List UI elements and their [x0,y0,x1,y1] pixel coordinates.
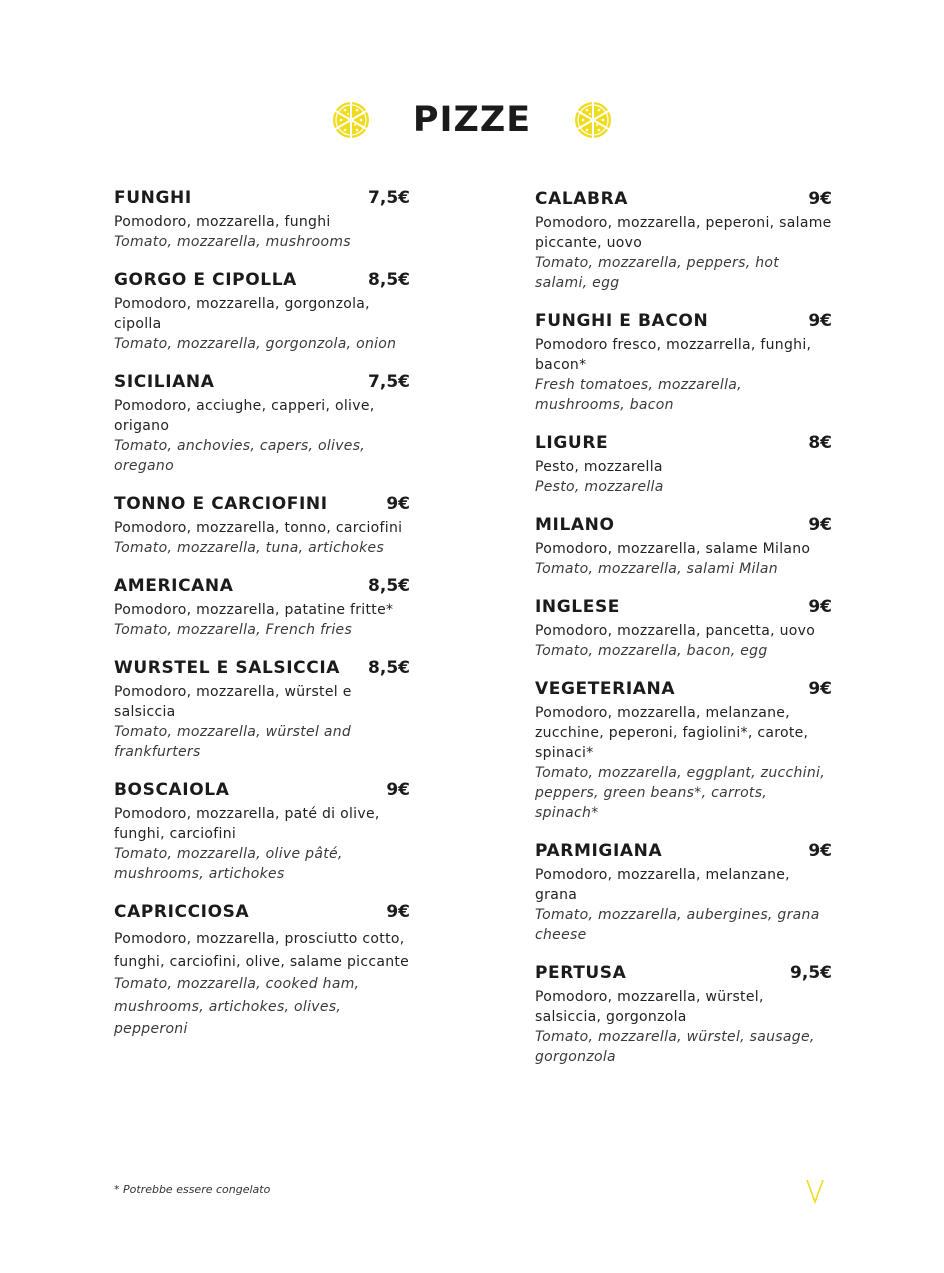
menu-item [114,494,410,558]
item-description-en: Tomato, mozzarella, French fries [114,622,353,638]
item-description-en: Tomato, mozzarella, gorgonzola, onion [114,336,397,352]
item-description-it: Pomodoro, mozzarella, tonno, carciofini [114,520,403,536]
item-description-it: Pomodoro, mozzarella, würstel, salsiccia, gorgonzola [535,989,764,1025]
menu-item [535,963,832,1067]
item-description-en: Tomato, mozzarella, eggplant, zucchini, peppers, green beans*, carrots, spinach* [535,765,825,821]
menu-item [114,780,410,884]
item-price: 7,5€ [368,188,410,208]
item-description-it: Pomodoro, acciughe, capperi, olive, origano [114,398,375,434]
pizza-icon [331,100,371,140]
item-description-en: Pesto, mozzarella [535,479,664,495]
pizza-icon [573,100,613,140]
item-description-en: Tomato, mozzarella, würstel, sausage, gorgonzola [535,1029,815,1065]
item-description-it: Pomodoro, mozzarella, melanzane, grana [535,867,790,903]
item-price: 9€ [386,494,410,514]
item-name: FUNGHI E BACON [535,311,709,331]
item-name: CAPRICCIOSA [114,902,250,922]
item-price: 9€ [386,780,410,800]
item-name: PARMIGIANA [535,841,663,861]
item-name: CALABRA [535,189,629,209]
menu-item [535,841,832,945]
item-description-it: Pomodoro, mozzarella, salame Milano [535,541,811,557]
item-name: PERTUSA [535,963,627,983]
menu-item [535,597,832,661]
menu-item [114,372,410,476]
item-price: 9€ [808,515,832,535]
item-name: GORGO E CIPOLLA [114,270,297,290]
item-name: FUNGHI [114,188,192,208]
item-price: 8,5€ [368,270,410,290]
menu-item [535,515,832,579]
item-description-it: Pomodoro, mozzarella, würstel e salsiccia [114,684,352,720]
item-price: 9€ [808,189,832,209]
item-price: 7,5€ [368,372,410,392]
item-description-en: Tomato, mozzarella, tuna, artichokes [114,540,385,556]
page-title: PIZZE [412,100,532,140]
item-name: BOSCAIOLA [114,780,230,800]
item-price: 9€ [808,597,832,617]
menu-item [114,658,410,762]
item-description-en: Tomato, mozzarella, mushrooms [114,234,351,250]
item-description-en: Tomato, mozzarella, würstel and frankfurters [114,724,352,760]
menu-item [114,576,410,640]
item-description-en: Tomato, anchovies, capers, olives, oregano [114,438,366,474]
menu-header [0,96,944,144]
item-description-it: Pomodoro, mozzarella, pancetta, uovo [535,623,816,639]
item-description-en: Tomato, mozzarella, bacon, egg [535,643,768,659]
item-price: 8€ [808,433,832,453]
item-price: 8,5€ [368,576,410,596]
item-price: 9,5€ [790,963,832,983]
item-name: TONNO E CARCIOFINI [114,494,328,514]
item-description-en: Tomato, mozzarella, aubergines, grana cheese [535,907,820,943]
item-description-it: Pomodoro, mozzarella, melanzane, zucchine, peperoni, fagiolini*, carote, spinaci* [535,705,809,761]
v-logo-icon [804,1178,826,1204]
item-description-it: Pesto, mozzarella [535,459,663,475]
item-name: WURSTEL E SALSICCIA [114,658,341,678]
menu-column-left [114,188,410,1059]
menu-item [535,311,832,415]
item-description-it: Pomodoro, mozzarella, gorgonzola, cipolla [114,296,370,332]
item-name: VEGETERIANA [535,679,676,699]
item-price: 9€ [808,311,832,331]
item-description-en: Tomato, mozzarella, olive pâté, mushrooms, artichokes [114,846,343,882]
item-description-it: Pomodoro, mozzarella, patatine fritte* [114,602,394,618]
menu-column-right [535,189,832,1085]
menu-item [114,902,410,1041]
menu-item [114,188,410,252]
item-description-en: Tomato, mozzarella, salami Milan [535,561,778,577]
item-description-it: Pomodoro, mozzarella, prosciutto cotto, funghi, carciofini, olive, salame piccante [114,931,410,970]
item-price: 9€ [808,679,832,699]
menu-item [535,433,832,497]
item-description-en: Tomato, mozzarella, peppers, hot salami, egg [535,255,780,291]
item-description-it: Pomodoro, mozzarella, peperoni, salame piccante, uovo [535,215,832,251]
item-price: 9€ [808,841,832,861]
item-description-it: Pomodoro, mozzarella, paté di olive, funghi, carciofini [114,806,380,842]
item-name: AMERICANA [114,576,234,596]
item-description-en: Tomato, mozzarella, cooked ham, mushrooms, artichokes, olives, pepperoni [114,976,360,1037]
menu-item [114,270,410,354]
item-price: 8,5€ [368,658,410,678]
item-description-it: Pomodoro fresco, mozzarrella, funghi, bacon* [535,337,812,373]
item-name: LIGURE [535,433,609,453]
item-description-en: Fresh tomatoes, mozzarella, mushrooms, bacon [535,377,742,413]
item-name: SICILIANA [114,372,215,392]
footnote: * Potrebbe essere congelato [114,1183,271,1196]
item-name: MILANO [535,515,615,535]
item-price: 9€ [386,902,410,922]
item-name: INGLESE [535,597,621,617]
item-description-it: Pomodoro, mozzarella, funghi [114,214,331,230]
menu-item [535,679,832,823]
menu-item [535,189,832,293]
